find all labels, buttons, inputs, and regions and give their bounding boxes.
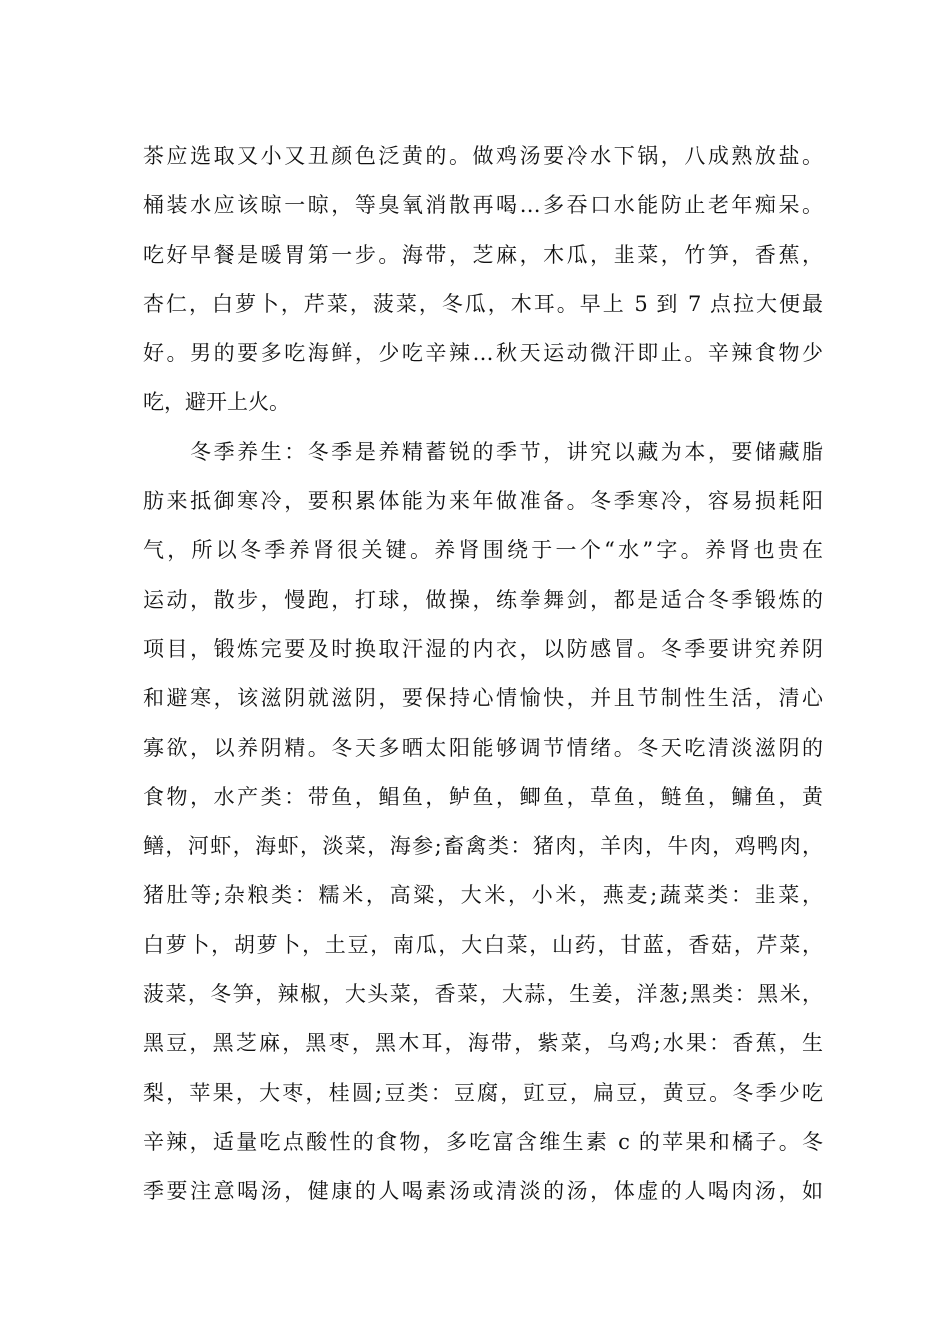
text-line: 黑豆，黑芝麻，黑枣，黑木耳，海带，紫菜，乌鸡;水果：香蕉，生	[143, 1031, 823, 1056]
text-line: 猪肚等;杂粮类：糯米，高粱，大米，小米，燕麦;蔬菜类：韭菜，	[143, 883, 823, 908]
text-line: 桶装水应该晾一晾，等臭氧消散再喝…多吞口水能防止老年痴呆。	[143, 193, 823, 218]
text-line: 和避寒，该滋阴就滋阴，要保持心情愉快，并且节制性生活，清心	[143, 686, 823, 711]
text-line: 项目，锻炼完要及时换取汗湿的内衣，以防感冒。冬季要讲究养阴	[143, 636, 823, 661]
text-line: 辛辣，适量吃点酸性的食物，多吃富含维生素 c 的苹果和橘子。冬	[143, 1129, 823, 1154]
body-text	[143, 132, 823, 1217]
text-line: 食物，水产类：带鱼，鲳鱼，鲈鱼，鲫鱼，草鱼，鲢鱼，鳙鱼，黄	[143, 784, 823, 809]
text-line: 吃好早餐是暖胃第一步。海带，芝麻，木瓜，韭菜，竹笋，香蕉，	[143, 242, 823, 267]
text-line: 好。男的要多吃海鲜，少吃辛辣…秋天运动微汗即止。辛辣食物少	[143, 341, 823, 366]
text-line: 杏仁，白萝卜，芹菜，菠菜，冬瓜，木耳。早上 5 到 7 点拉大便最	[143, 291, 823, 316]
text-line: 肪来抵御寒冷，要积累体能为来年做准备。冬季寒冷，容易损耗阳	[143, 489, 823, 514]
text-line: 鳝，河虾，海虾，淡菜，海参;畜禽类：猪肉，羊肉，牛肉，鸡鸭肉，	[143, 834, 823, 859]
text-line: 冬季养生：冬季是养精蓄锐的季节，讲究以藏为本，要储藏脂	[143, 439, 823, 464]
text-line: 气，所以冬季养肾很关键。养肾围绕于一个“水”字。养肾也贵在	[143, 538, 823, 563]
text-line: 白萝卜，胡萝卜，土豆，南瓜，大白菜，山药，甘蓝，香菇，芹菜，	[143, 932, 823, 957]
text-line: 吃，避开上火。	[143, 390, 290, 415]
text-line: 寡欲，以养阴精。冬天多晒太阳能够调节情绪。冬天吃清淡滋阴的	[143, 735, 823, 760]
text-line: 菠菜，冬笋，辣椒，大头菜，香菜，大蒜，生姜，洋葱;黑类：黑米，	[143, 982, 823, 1007]
text-line: 茶应选取又小又丑颜色泛黄的。做鸡汤要冷水下锅，八成熟放盐。	[143, 144, 823, 168]
text-line: 季要注意喝汤，健康的人喝素汤或清淡的汤，体虚的人喝肉汤，如	[143, 1179, 823, 1204]
text-line: 梨，苹果，大枣，桂圆;豆类：豆腐，豇豆，扁豆，黄豆。冬季少吃	[143, 1080, 823, 1105]
text-line: 运动，散步，慢跑，打球，做操，练拳舞剑，都是适合冬季锻炼的	[143, 587, 823, 612]
